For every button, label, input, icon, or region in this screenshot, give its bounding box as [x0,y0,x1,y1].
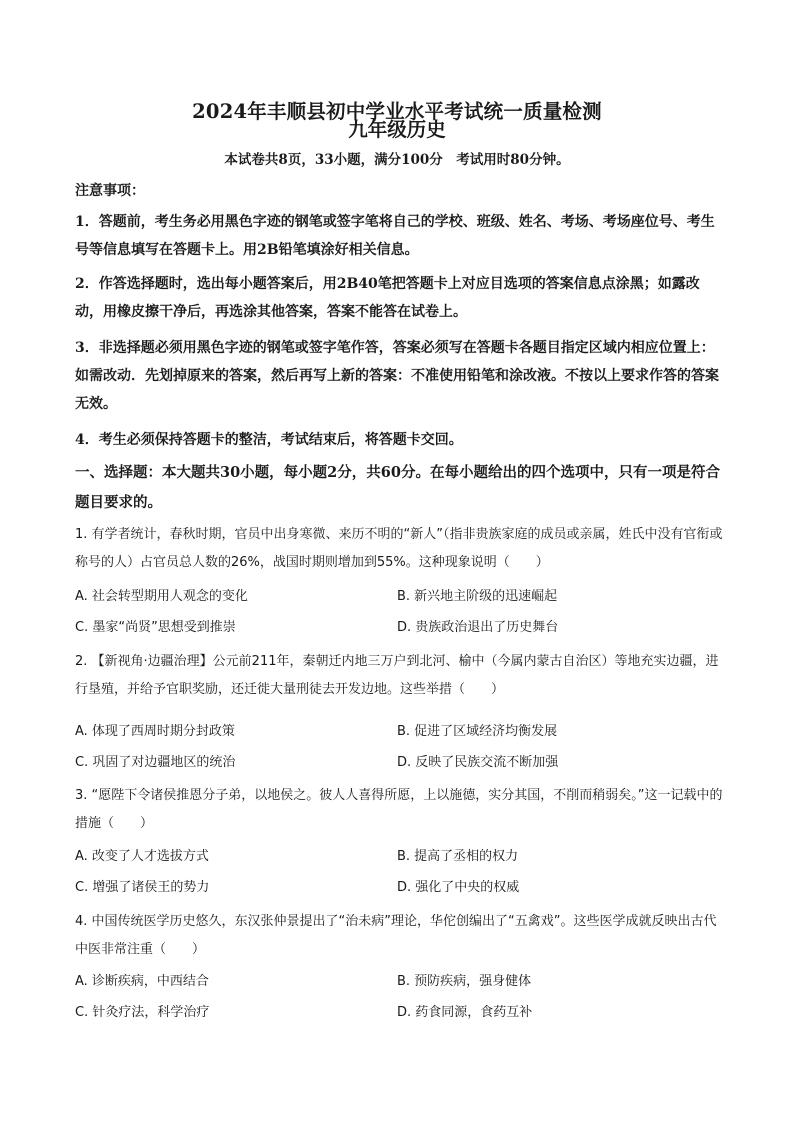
question-2-stem: 2. 【新视角·边疆治理】公元前211年，秦朝迁内地三万户到北河、榆中（今属内蒙古自治区）等地充实边疆，进行垦殖，并给予官职奖励，还迁徙大量刑徒去开发边地。这些举措（ ） [75,654,719,697]
question-3-option-a[interactable]: A. 改变了人才选拔方式 [75,849,209,864]
question-4-stem: 4. 中国传统医学历史悠久，东汉张仲景提出了“治未病”理论，华佗创编出了“五禽戏”。这些医学成就反映出古代中医非常注重（ ） [75,914,717,957]
question-2-option-d[interactable]: D. 反映了民族交流不断加强 [397,755,559,770]
question-3-option-b[interactable]: B. 提高了丞相的权力 [397,849,519,864]
question-1-stem: 1. 有学者统计，春秋时期，官员中出身寒微、来历不明的“新人”（指非贵族家庭的成员或亲属，姓氏中没有官衔或称号的人）占官员总人数的26%，战国时期则增加到55%。这种现象说明（ ） [75,527,723,570]
notice-item-4: 4．考生必须保持答题卡的整洁，考试结束后，将答题卡交回。 [75,432,463,448]
section-heading: 一、选择题：本大题共30小题，每小题2分，共60分。在每小题给出的四个选项中，只有一项是符合题目要求的。 [75,464,720,511]
notice-item-1: 1．答题前，考生务必用黑色字迹的钢笔或签字笔将自己的学校、班级、姓名、考场、考场座位号、考生号等信息填写在答题卡上。用2B铅笔填涂好相关信息。 [75,214,715,258]
question-3-option-c[interactable]: C. 增强了诸侯王的势力 [75,880,210,895]
question-2-option-b[interactable]: B. 促进了区域经济均衡发展 [397,724,558,739]
question-1-option-b[interactable]: B. 新兴地主阶级的迅速崛起 [397,589,558,604]
question-4-option-d[interactable]: D. 药食同源，食药互补 [397,1005,533,1020]
question-4-option-c[interactable]: C. 针灸疗法，科学治疗 [75,1005,210,1020]
notice-heading: 注意事项： [75,183,145,199]
exam-subject: 九年级历史 [348,118,446,141]
question-1-option-d[interactable]: D. 贵族政治退出了历史舞台 [397,620,559,635]
notice-item-3: 3．非选择题必须用黑色字迹的钢笔或签字笔作答，答案必须写在答题卡各题目指定区域内相应位置上：如需改动．先划掉原来的答案，然后再写上新的答案：不准使用铅笔和涂改液。不按以上要求作答的答案无效。 [75,340,719,412]
question-1-option-a[interactable]: A. 社会转型期用人观念的变化 [75,589,248,604]
question-2-option-a[interactable]: A. 体现了西周时期分封政策 [75,724,235,739]
question-3-stem: 3. “愿陛下令诸侯推恩分子弟，以地侯之。彼人人喜得所愿，上以施德，实分其国，不削而稍弱矣。”这一记载中的措施（ ） [75,788,723,831]
exam-title: 2024年丰顺县初中学业水平考试统一质量检测 [192,100,602,123]
question-4-option-a[interactable]: A. 诊断疾病，中西结合 [75,974,209,989]
question-3-option-d[interactable]: D. 强化了中央的权威 [397,880,520,895]
notice-item-2: 2．作答选择题时，选出每小题答案后，用2B40笔把答题卡上对应目选项的答案信息点涂黑；如露改动，用橡皮擦干净后，再选涂其他答案，答案不能答在试卷上。 [75,276,700,320]
question-4-option-b[interactable]: B. 预防疾病，强身健体 [397,974,532,989]
question-2-option-c[interactable]: C. 巩固了对边疆地区的统治 [75,755,236,770]
question-1-option-c[interactable]: C. 墨家“尚贤”思想受到推崇 [75,620,236,635]
exam-info: 本试卷共8页，33小题，满分100分 考试用时80分钟。 [224,152,570,168]
